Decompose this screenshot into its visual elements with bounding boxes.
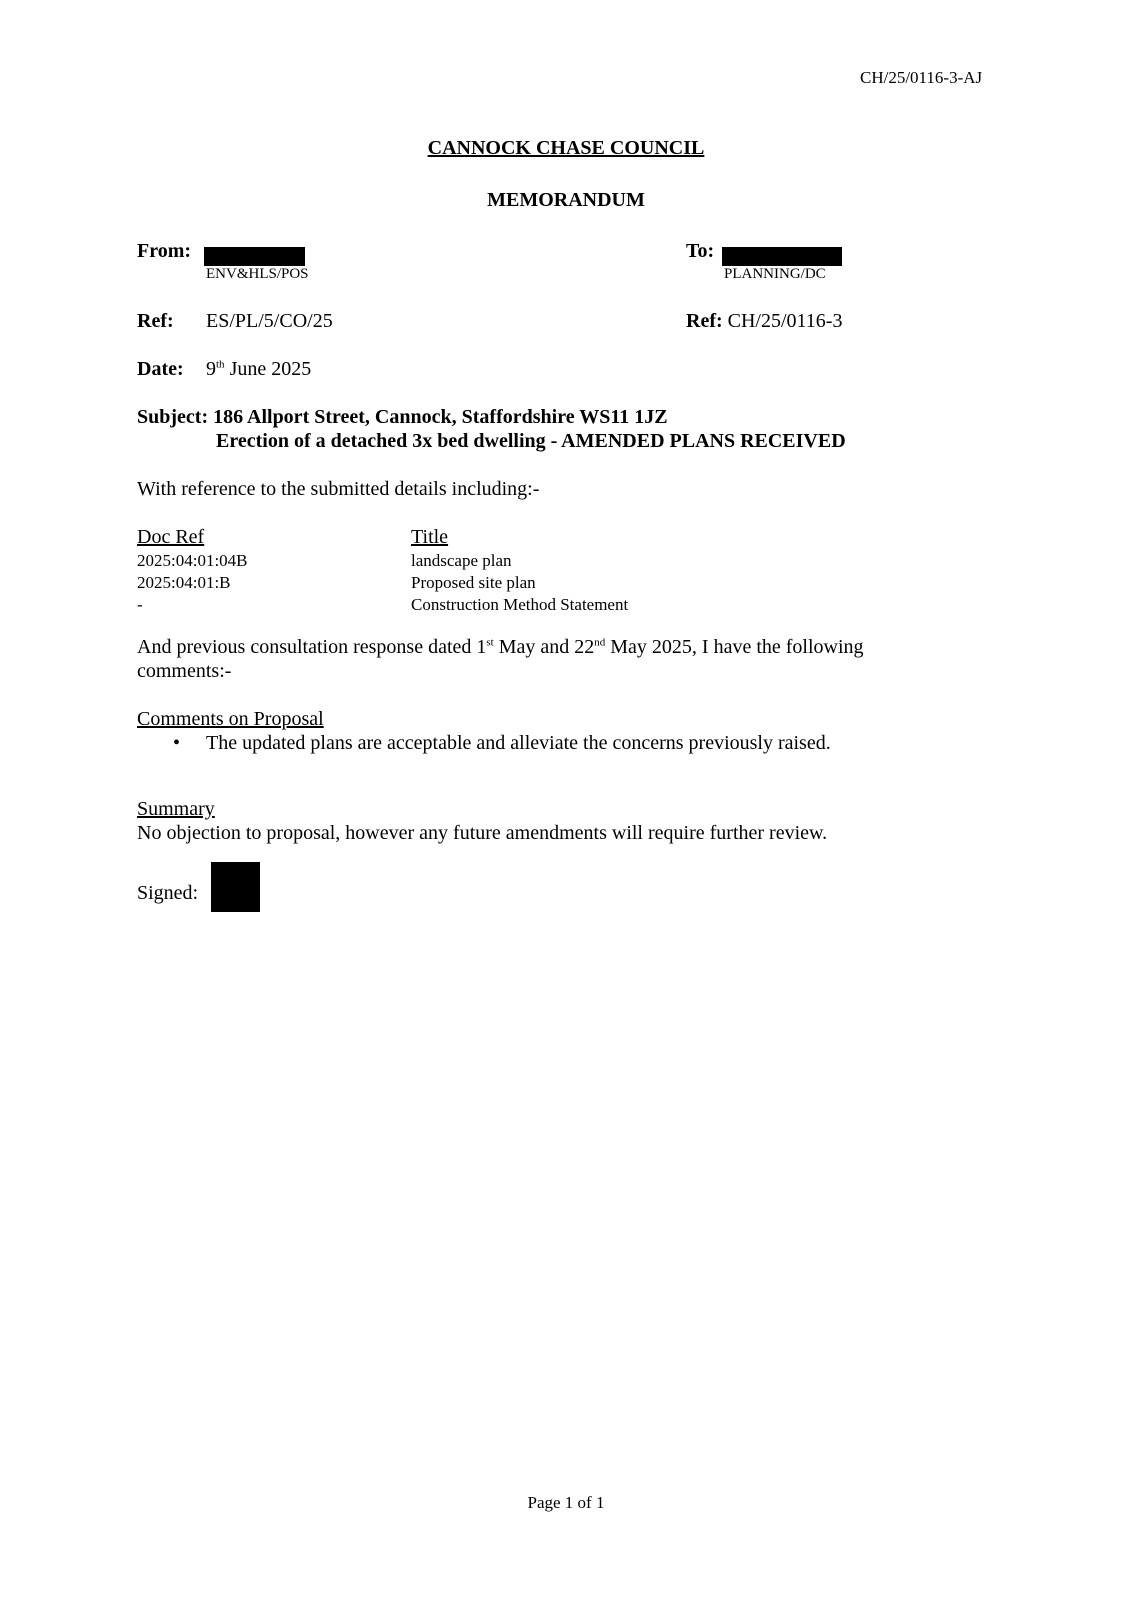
- page-number: Page 1 of 1: [527, 1493, 605, 1512]
- table-cell-doc-ref: 2025:04:01:B: [137, 573, 231, 592]
- previous-consultation-line-1: [137, 636, 864, 659]
- subject-address: 186 Allport Street, Cannock, Staffordshire WS11 1JZ: [213, 406, 668, 428]
- summary-text: No objection to proposal, however any future amendments will require further review.: [137, 822, 828, 844]
- from-department: ENV&HLS/POS: [206, 266, 309, 282]
- table-cell-doc-ref: 2025:04:01:04B: [137, 551, 248, 570]
- date-suffix: th: [216, 358, 225, 371]
- table-cell-doc-ref: -: [137, 595, 143, 614]
- previous-sup-b: nd: [594, 636, 606, 649]
- subject-label: Subject:: [137, 406, 209, 428]
- date-month-year: June 2025: [224, 358, 312, 380]
- from-name-redaction: [204, 247, 305, 266]
- summary-heading: Summary: [137, 798, 215, 820]
- table-cell-title: Construction Method Statement: [411, 595, 629, 614]
- previous-sup-a: st: [486, 636, 494, 649]
- ref-from-label: Ref:: [137, 310, 174, 332]
- table-cell-title: Proposed site plan: [411, 573, 536, 592]
- to-label: To:: [686, 240, 715, 262]
- intro-text: With reference to the submitted details including:-: [137, 478, 540, 500]
- previous-consultation-line-2: comments:-: [137, 660, 232, 682]
- date-value: [206, 358, 311, 381]
- ref-to: [686, 310, 842, 333]
- signed-label: Signed:: [137, 882, 199, 904]
- table-header-doc-ref: Doc Ref: [137, 526, 205, 548]
- comments-heading: Comments on Proposal: [137, 708, 324, 730]
- date-day: 9: [206, 358, 216, 380]
- subject-line-2: Erection of a detached 3x bed dwelling - AMENDED PLANS RECEIVED: [216, 430, 846, 452]
- previous-text-b: May and 22: [493, 636, 595, 658]
- council-name: CANNOCK CHASE COUNCIL: [427, 137, 705, 159]
- from-label: From:: [137, 240, 192, 262]
- table-header-title: Title: [411, 526, 449, 548]
- to-department: PLANNING/DC: [724, 266, 826, 282]
- to-name-redaction: [722, 247, 842, 266]
- ref-to-label: Ref:: [686, 310, 723, 332]
- subject-line-1: [137, 406, 668, 429]
- previous-text-a: And previous consultation response dated 1: [137, 636, 487, 658]
- previous-text-c: May 2025, I have the following: [605, 636, 864, 658]
- comment-item: The updated plans are acceptable and alleviate the concerns previously raised.: [206, 732, 831, 754]
- memo-title: MEMORANDUM: [487, 189, 645, 211]
- ref-to-value: CH/25/0116-3: [727, 310, 843, 332]
- signature-redaction: [211, 862, 260, 912]
- bullet-icon: •: [173, 732, 181, 754]
- ref-from-value: ES/PL/5/CO/25: [206, 310, 333, 332]
- date-label: Date:: [137, 358, 184, 380]
- document-reference: CH/25/0116-3-AJ: [860, 68, 983, 87]
- table-cell-title: landscape plan: [411, 551, 512, 570]
